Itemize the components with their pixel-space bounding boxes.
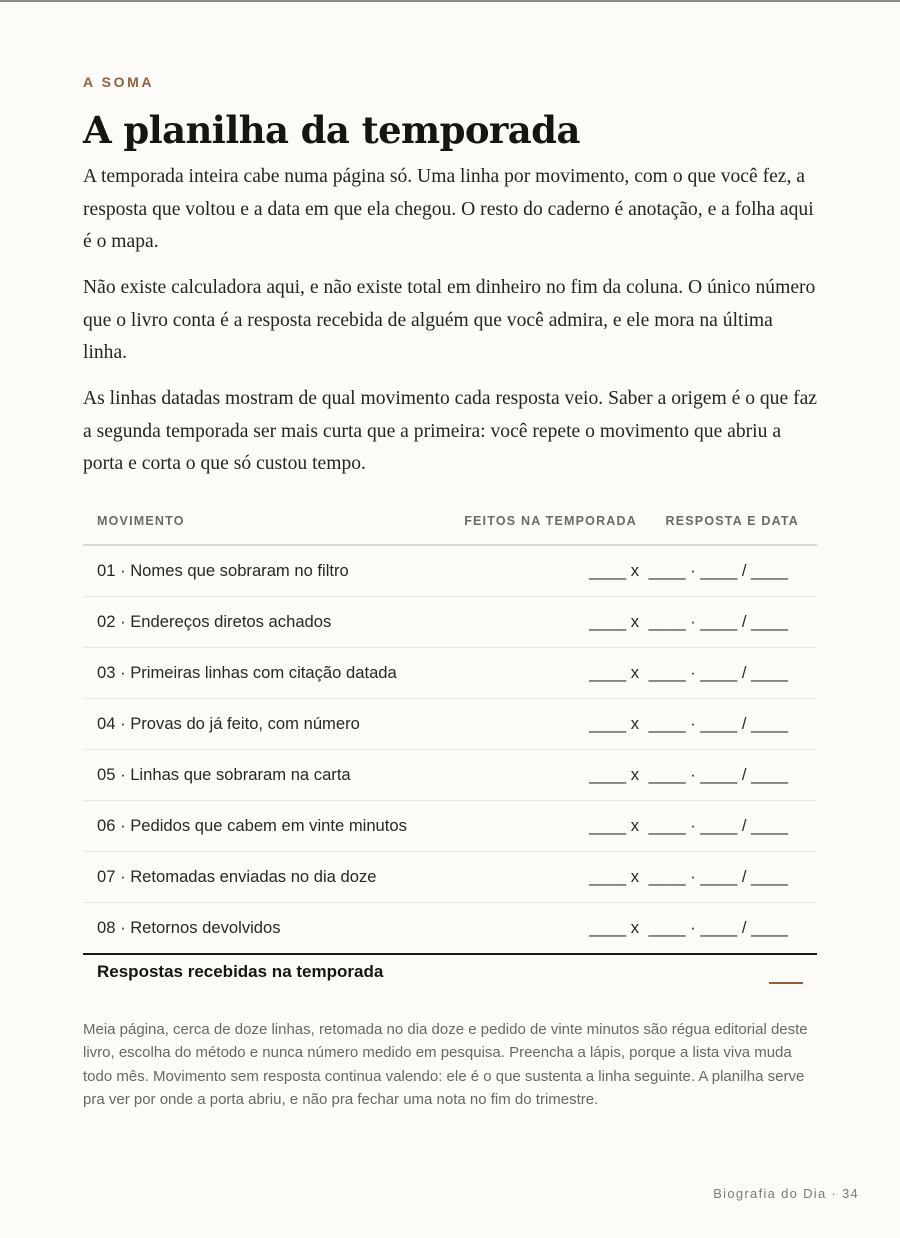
row-response-blank: ____ · ____ / ____ [648, 663, 788, 682]
row-count-blank: ____ x [589, 612, 639, 631]
row-response-blank: ____ · ____ / ____ [648, 714, 788, 733]
row-movement: 03 · Primeiras linhas com citação datada [97, 663, 397, 682]
row-movement: 04 · Provas do já feito, com número [97, 714, 360, 733]
table-row [83, 597, 817, 648]
row-movement: 08 · Retornos devolvidos [97, 918, 281, 937]
page-title: A planilha da temporada [83, 108, 580, 152]
total-label: Respostas recebidas na temporada [97, 962, 384, 981]
row-count-blank: ____ x [589, 714, 639, 733]
row-count-blank: ____ x [589, 765, 639, 784]
paragraph-2: Não existe calculadora aqui, e não existe total em dinheiro no fim da coluna. O único número que o livro conta é a resposta recebida de alguém que você admira, e ele mora na última linha. [83, 277, 816, 363]
row-response-blank: ____ · ____ / ____ [648, 816, 788, 835]
table-row [83, 699, 817, 750]
row-movement: 07 · Retomadas enviadas no dia doze [97, 867, 377, 886]
row-movement: 02 · Endereços diretos achados [97, 612, 332, 631]
header-feitos: FEITOS NA TEMPORADA [464, 514, 637, 528]
table-header [83, 500, 817, 546]
row-count-blank: ____ x [589, 561, 639, 580]
row-movement: 06 · Pedidos que cabem em vinte minutos [97, 816, 407, 835]
row-movement: 01 · Nomes que sobraram no filtro [97, 561, 349, 580]
header-movimento: MOVIMENTO [97, 514, 185, 528]
section-kicker: A SOMA [83, 74, 155, 90]
row-response-blank: ____ · ____ / ____ [648, 765, 788, 784]
row-count-blank: ____ x [589, 663, 639, 682]
table-row [83, 648, 817, 699]
table-row [83, 750, 817, 801]
row-response-blank: ____ · ____ / ____ [648, 918, 788, 937]
footnote: Meia página, cerca de doze linhas, retomada no dia doze e pedido de vinte minutos são régua editorial deste livro, escolha do método e nunca número medido em pesquisa. Preencha a lápis, porque a lista viva muda todo mês. Movimento sem resposta continua valendo: ele é o que sustenta a linha seguinte. A planilha serve pra ver por onde a porta abriu, e não pra fechar uma nota no fim do trimestre. [83, 1021, 808, 1109]
row-count-blank: ____ x [589, 918, 639, 937]
paragraph-1: A temporada inteira cabe numa página só. Uma linha por movimento, com o que você fez, a resposta que voltou e a data em que ela chegou. O resto do caderno é anotação, e a folha aqui é o mapa. [83, 166, 814, 252]
top-rule [0, 0, 900, 2]
table-row [83, 546, 817, 597]
row-count-blank: ____ x [589, 816, 639, 835]
row-response-blank: ____ · ____ / ____ [648, 612, 788, 631]
row-movement: 05 · Linhas que sobraram na carta [97, 765, 351, 784]
row-response-blank: ____ · ____ / ____ [648, 867, 788, 886]
paragraph-3: As linhas datadas mostram de qual movimento cada resposta veio. Saber a origem é o que faz a segunda temporada ser mais curta que a primeira: você repete o movimento que abriu a porta e corta o que só custou tempo. [83, 388, 817, 474]
season-table [83, 500, 817, 955]
total-blank-line [769, 982, 803, 984]
row-count-blank: ____ x [589, 867, 639, 886]
table-row [83, 852, 817, 903]
row-response-blank: ____ · ____ / ____ [648, 561, 788, 580]
table-row [83, 903, 817, 955]
page-folio: Biografia do Dia · 34 [713, 1186, 859, 1201]
table-row [83, 801, 817, 852]
header-resposta: RESPOSTA E DATA [665, 514, 799, 528]
